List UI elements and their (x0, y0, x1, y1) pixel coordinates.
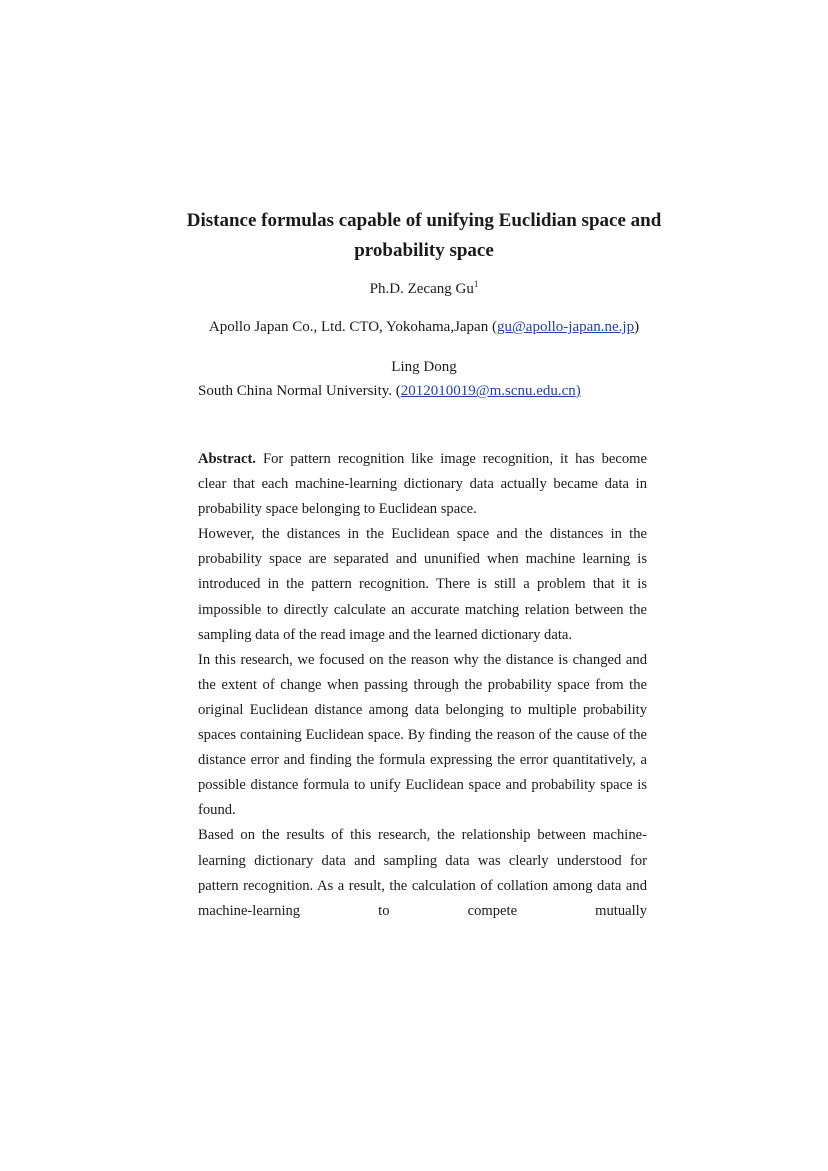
abstract-paragraph-2: However, the distances in the Euclidean space and the distances in the probability space are separated and ununified when machine learning is introduced in the pattern recognition. There is still a problem that it is impossible to directly calculate an accurate matching relation between the sampling data of the read image and the learned dictionary data. (198, 526, 647, 643)
author-1-affiliation-suffix: ) (634, 319, 640, 335)
abstract-paragraph-4: Based on the results of this research, the relationship between machine-learning dictionary data and sampling data was clearly understood for pattern recognition. As a result, the calculation of collation among data and machine-learning to compete mutually (198, 827, 647, 919)
author-2-affiliation-prefix: South China Normal University. ( (198, 383, 401, 399)
author-1-superscript: 1 (473, 279, 479, 289)
abstract-paragraph-3: In this research, we focused on the reason why the distance is changed and the extent of change when passing through the probability space from the original Euclidean distance among data belonging to multiple probability spaces containing Euclidean space. By finding the reason of the cause of the distance error and finding the formula expressing the error quantitatively, a possible distance formula to unify Euclidean space and probability space is found. (198, 651, 647, 819)
author-1-name: Ph.D. Zecang Gu (369, 281, 474, 297)
paper-title-line-2: probability space (354, 240, 494, 261)
author-2-affiliation (198, 381, 581, 401)
abstract-paragraph-1 (198, 447, 647, 522)
author-2-email-link[interactable]: 2012010019@m.scnu.edu.cn) (400, 383, 581, 399)
abstract (198, 447, 647, 924)
author-1-affiliation (150, 317, 698, 337)
author-1-affiliation-prefix: Apollo Japan Co., Ltd. CTO, Yokohama,Japan ( (208, 319, 497, 335)
author-1-name-line (150, 279, 698, 299)
abstract-paragraph-1-text: For pattern recognition like image recognition, it has become clear that each machine-learning dictionary data actually became data in probability space belonging to Euclidean space. (198, 451, 647, 518)
paper-title-line-1: Distance formulas capable of unifying Euclidian space and (186, 210, 662, 231)
abstract-label: Abstract. (198, 451, 256, 467)
author-2-name: Ling Dong (391, 359, 457, 375)
author-1-email-link[interactable]: gu@apollo-japan.ne.jp (496, 319, 635, 335)
